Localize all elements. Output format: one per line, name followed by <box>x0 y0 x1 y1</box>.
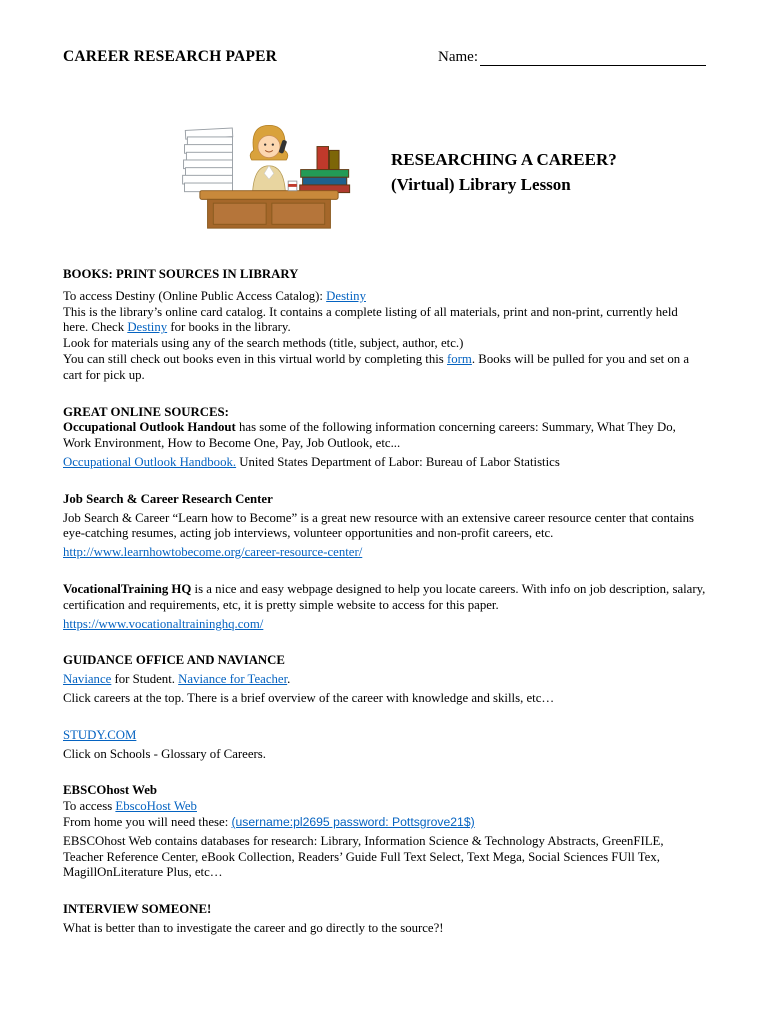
text-segment: . Books will be pulled for you and set on a cart for pick up. <box>63 351 690 382</box>
section-vocational-training <box>63 582 706 632</box>
learnhowtobecome-link[interactable]: http://www.learnhowtobecome.org/career-resource-center/ <box>63 545 363 560</box>
text-segment: is a nice and easy webpage designed to help you locate careers. With info on job description, salary, certification and requirements, etc, it is pretty simple website to access for this paper. <box>63 581 706 612</box>
section-ebsco <box>63 783 706 881</box>
lesson-title-line2: (Virtual) Library Lesson <box>391 174 571 194</box>
document-title: CAREER RESEARCH PAPER <box>63 48 278 65</box>
occupational-outlook-handbook-link[interactable]: Occupational Outlook Handbook. <box>63 454 237 469</box>
hero-row <box>63 108 706 235</box>
vocational-paragraph <box>63 582 706 614</box>
section-heading-guidance: GUIDANCE OFFICE AND NAVIANCE <box>63 653 285 668</box>
ebsco-credentials-paragraph <box>63 815 706 831</box>
ebsco-databases-paragraph: EBSCOhost Web contains databases for research: Library, Information Science & Technology Abstracts, GreenFILE, Teacher Reference Center, eBook Collection, Readers’ Guide Full Text Select, Text Mega, Social Sciences FUll Tex, MagillOnLiterature Plus, etc… <box>63 833 664 880</box>
name-blank-line <box>480 50 706 66</box>
handbook-paragraph <box>63 455 706 471</box>
books-search-paragraph: Look for materials using any of the search methods (title, subject, author, etc.) <box>63 336 464 351</box>
text-segment: This is the library’s online card catalog. It contains a complete listing of all materials, print and non-print, currently held here. Check <box>63 304 678 335</box>
section-interview <box>63 902 706 937</box>
text-segment: for books in the library. <box>167 320 291 335</box>
ebsco-access-paragraph <box>63 799 706 815</box>
study-instructions-paragraph: Click on Schools - Glossary of Careers. <box>63 746 266 761</box>
destiny-link-2[interactable]: Destiny <box>127 320 168 335</box>
destiny-link[interactable]: Destiny <box>326 288 366 303</box>
vocational-link-paragraph <box>63 617 706 633</box>
text-segment: United States Department of Labor: Bureau of Labor Statistics <box>236 454 560 469</box>
section-online-sources <box>63 405 706 471</box>
document-body <box>63 267 706 937</box>
ebsco-credentials-link[interactable]: (username:pl2695 password: Pottsgrove21$) <box>231 814 475 829</box>
name-label: Name: <box>438 49 478 65</box>
study-com-link[interactable]: STUDY.COM <box>63 727 137 742</box>
section-study <box>63 728 706 763</box>
section-guidance <box>63 653 706 706</box>
occupational-outlook-label: Occupational Outlook Handout <box>63 420 236 435</box>
text-segment: . <box>287 672 291 687</box>
study-link-paragraph <box>63 728 706 744</box>
naviance-student-link[interactable]: Naviance <box>63 672 112 687</box>
naviance-paragraph <box>63 672 706 688</box>
learnhowtobecome-paragraph <box>63 545 706 561</box>
librarian-figure <box>250 125 288 190</box>
lesson-title-line1: RESEARCHING A CAREER? <box>391 149 617 169</box>
section-heading-interview: INTERVIEW SOMEONE! <box>63 902 212 917</box>
section-heading-job-search: Job Search & Career Research Center <box>63 491 273 506</box>
text-segment: You can still check out books even in this virtual world by completing this <box>63 351 447 366</box>
naviance-instructions-paragraph: Click careers at the top. There is a brief overview of the career with knowledge and skills, etc… <box>63 690 555 705</box>
name-field <box>438 49 706 66</box>
checkout-form-link[interactable]: form <box>447 351 472 366</box>
lesson-title <box>391 147 617 197</box>
page-header <box>63 48 706 66</box>
books-catalog-paragraph <box>63 305 706 337</box>
occupational-outlook-paragraph <box>63 420 706 452</box>
text-segment: To access <box>63 799 116 814</box>
section-books <box>63 267 706 384</box>
coffee-cup-icon <box>288 181 297 191</box>
job-search-paragraph: Job Search & Career “Learn how to Become” is a great new resource with an extensive career resource center that contains eye-catching resumes, acting job interviews, volunteer opportunities and non-profit careers, etc. <box>63 510 695 541</box>
ebscohost-web-link[interactable]: EbscoHost Web <box>115 799 197 814</box>
text-segment: To access Destiny (Online Public Access Catalog): <box>63 288 327 303</box>
paper-stack-icon <box>183 128 233 192</box>
text-segment: From home you will need these: <box>63 814 232 829</box>
vocationaltraininghq-link[interactable]: https://www.vocationaltraininghq.com/ <box>63 616 264 631</box>
librarian-at-desk-clipart <box>173 108 365 235</box>
naviance-teacher-link[interactable]: Naviance for Teacher <box>178 672 288 687</box>
vocational-training-label: VocationalTraining HQ <box>63 581 192 596</box>
text-segment: has some of the following information concerning careers: Summary, What They Do, Work Environment, How to Become One, Pay, Job Outlook, etc... <box>63 420 676 451</box>
text-segment: for Student. <box>111 672 179 687</box>
desk <box>200 191 338 228</box>
book-stack-icon <box>300 147 350 193</box>
books-checkout-paragraph <box>63 352 706 384</box>
section-heading-online-sources: GREAT ONLINE SOURCES: <box>63 404 229 419</box>
section-job-search <box>63 492 706 561</box>
books-access-paragraph <box>63 289 706 305</box>
interview-paragraph: What is better than to investigate the career and go directly to the source?! <box>63 920 444 935</box>
section-heading-ebsco: EBSCOhost Web <box>63 783 157 798</box>
section-heading-books: BOOKS: PRINT SOURCES IN LIBRARY <box>63 267 299 281</box>
